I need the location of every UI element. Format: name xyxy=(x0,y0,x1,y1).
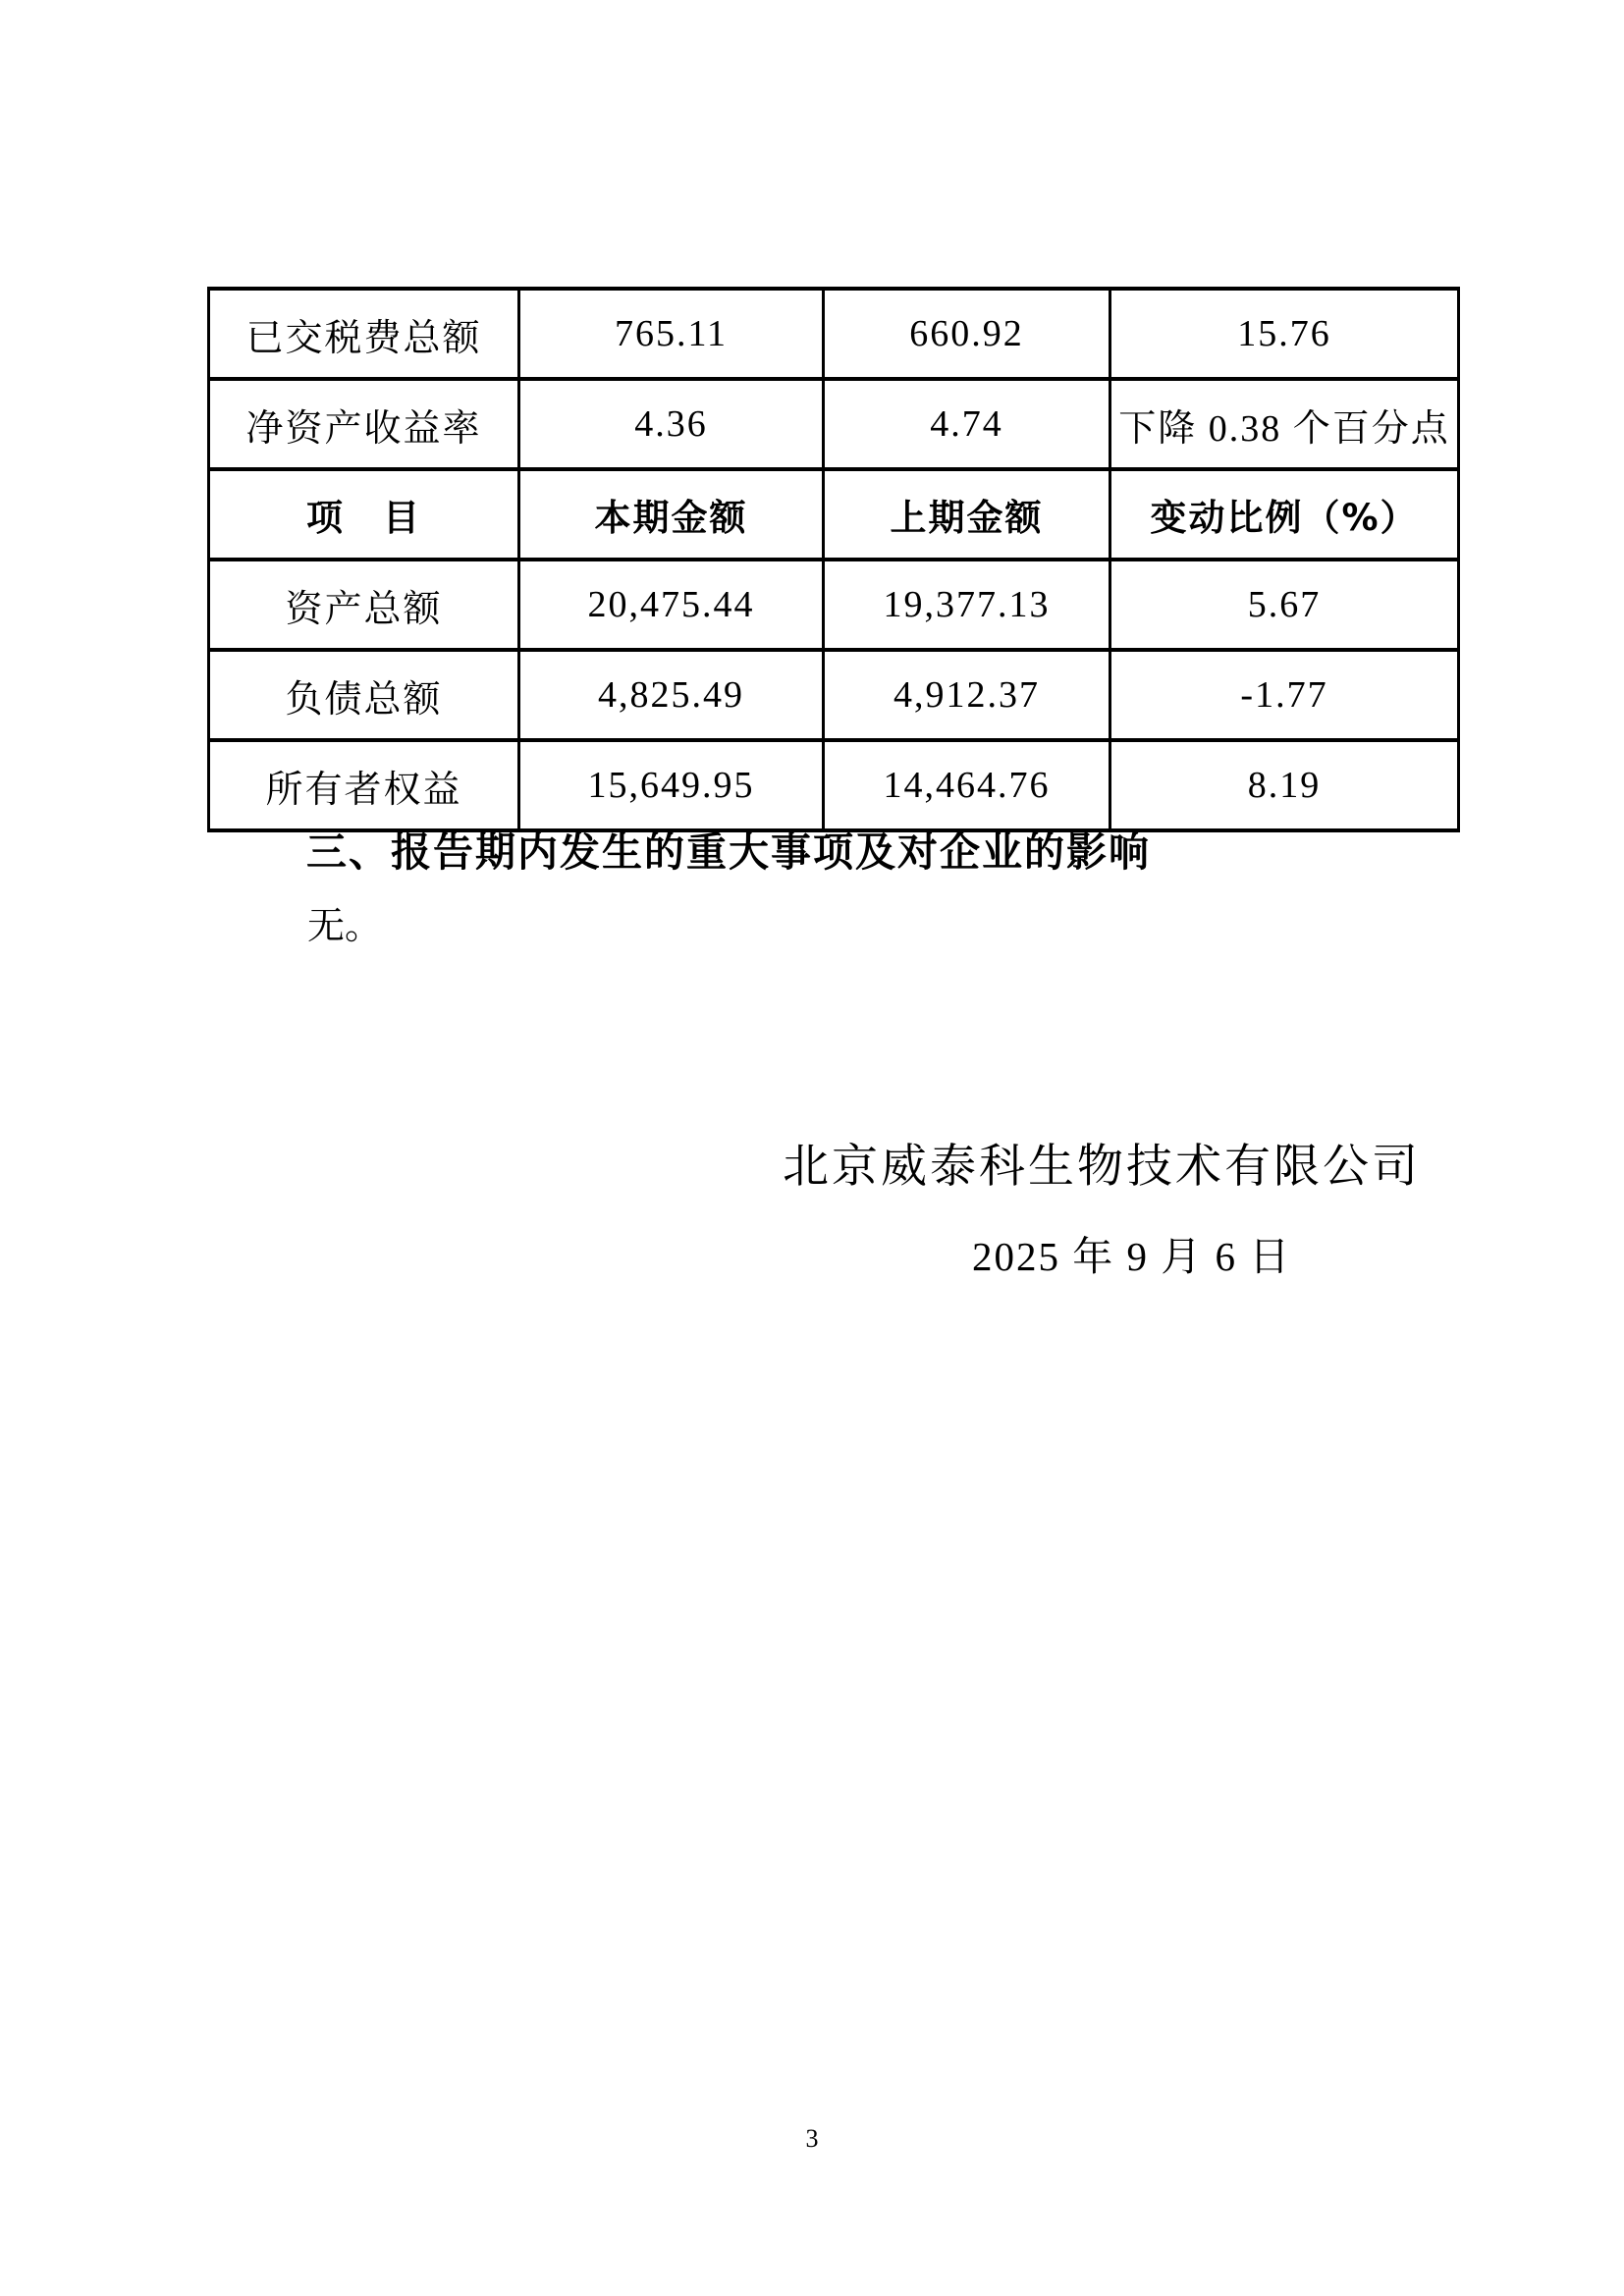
table-cell-item-label: 负债总额 xyxy=(209,650,519,740)
table-row xyxy=(209,379,1459,469)
table-cell-current-value: 20,475.44 xyxy=(519,560,824,650)
table-cell-current-value: 4.36 xyxy=(519,379,824,469)
table-cell-prior-value: 4,912.37 xyxy=(824,650,1110,740)
table-cell-change-value: 8.19 xyxy=(1110,740,1459,830)
table-header-row xyxy=(209,469,1459,560)
signature-company-name: 北京威泰科生物技术有限公司 xyxy=(783,1142,1421,1193)
financial-table xyxy=(207,287,1460,832)
section-body-text: 无。 xyxy=(307,906,383,947)
section-heading: 三、报告期内发生的重大事项及对企业的影响 xyxy=(306,828,1151,876)
table-row xyxy=(209,740,1459,830)
table-row xyxy=(209,560,1459,650)
table-header-change-ratio: 变动比例（%） xyxy=(1110,469,1459,560)
table-cell-prior-value: 660.92 xyxy=(824,289,1110,379)
table-cell-change-value: -1.77 xyxy=(1110,650,1459,740)
table-row xyxy=(209,289,1459,379)
table-cell-change-value: 15.76 xyxy=(1110,289,1459,379)
table-cell-item-label: 资产总额 xyxy=(209,560,519,650)
table-cell-prior-value: 14,464.76 xyxy=(824,740,1110,830)
table-cell-current-value: 4,825.49 xyxy=(519,650,824,740)
table-cell-item-label: 已交税费总额 xyxy=(209,289,519,379)
table-row xyxy=(209,650,1459,740)
table-cell-change-value: 5.67 xyxy=(1110,560,1459,650)
table-cell-prior-value: 4.74 xyxy=(824,379,1110,469)
table-header-prior-period: 上期金额 xyxy=(824,469,1110,560)
table-header-current-period: 本期金额 xyxy=(519,469,824,560)
table-cell-current-value: 15,649.95 xyxy=(519,740,824,830)
page-number: 3 xyxy=(805,2124,819,2153)
table-header-item: 项 目 xyxy=(209,469,519,560)
table-cell-change-value: 下降 0.38 个百分点 xyxy=(1110,379,1459,469)
table-cell-current-value: 765.11 xyxy=(519,289,824,379)
signature-date: 2025 年 9 月 6 日 xyxy=(972,1234,1292,1279)
table-cell-prior-value: 19,377.13 xyxy=(824,560,1110,650)
table-cell-item-label: 净资产收益率 xyxy=(209,379,519,469)
table-cell-item-label: 所有者权益 xyxy=(209,740,519,830)
